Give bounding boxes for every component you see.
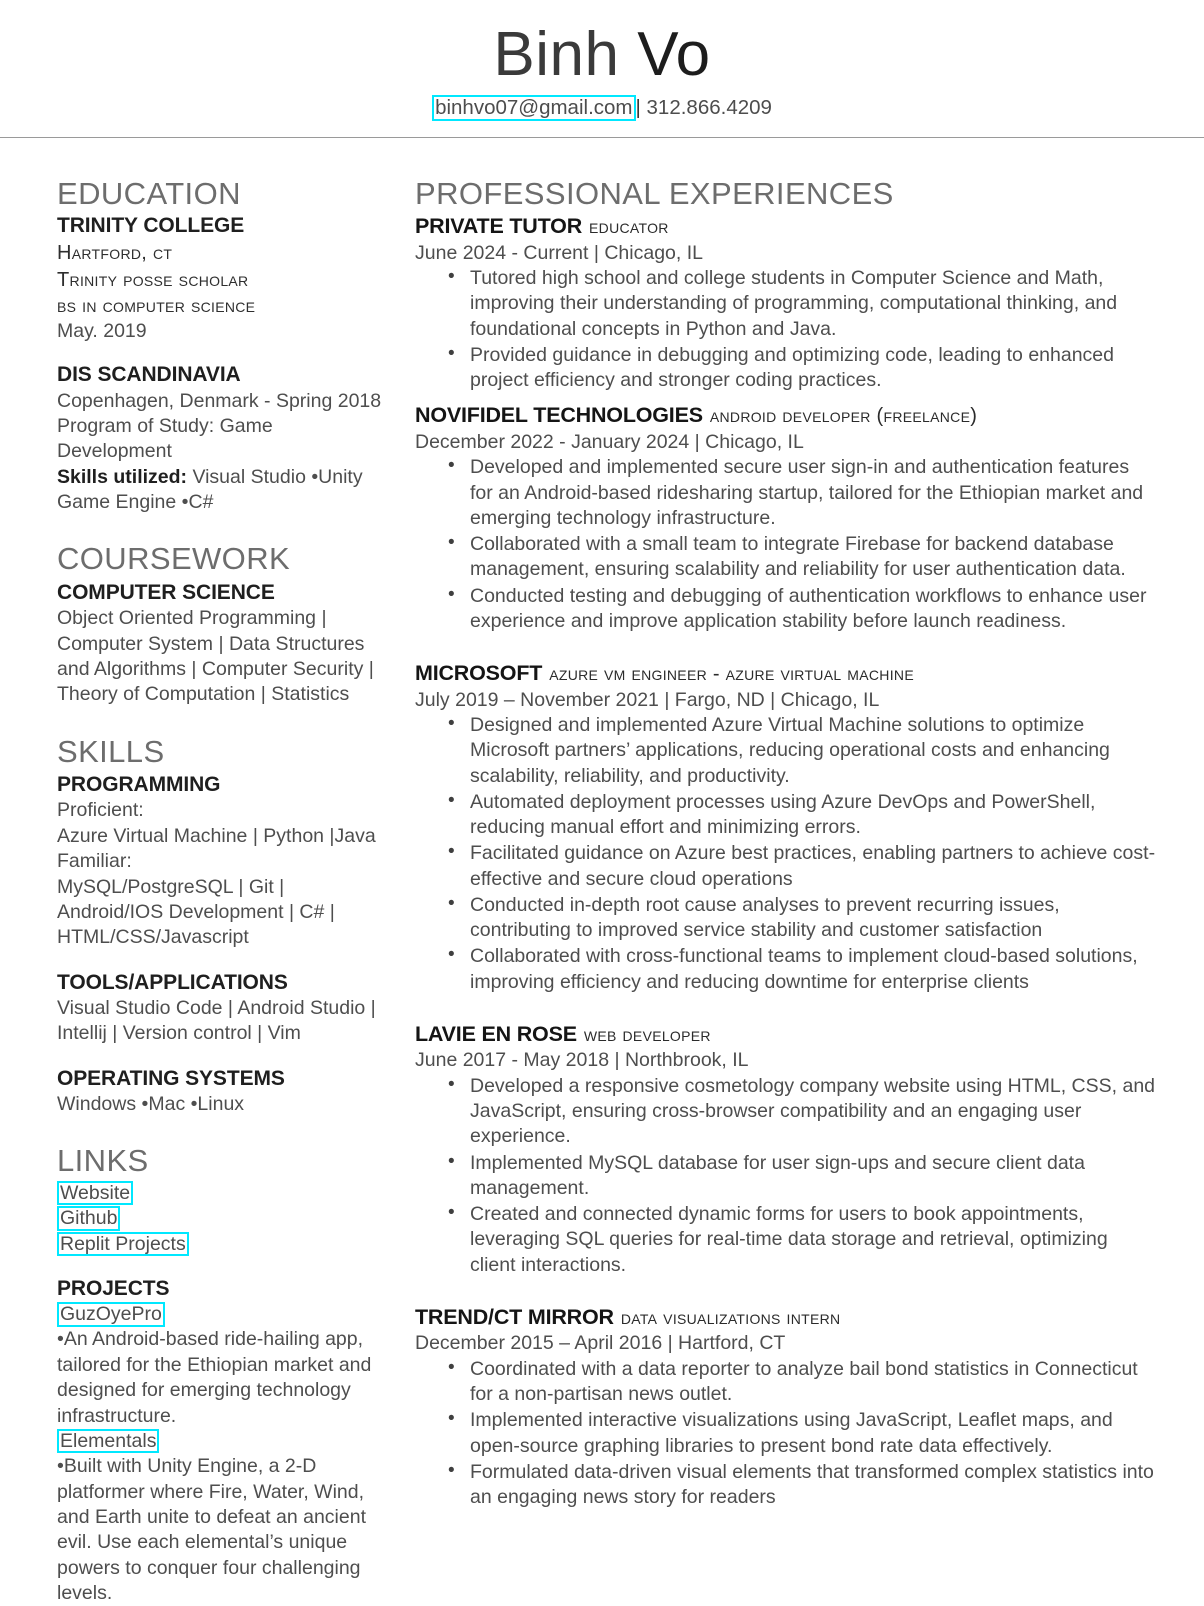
job-bullets <box>415 455 1156 634</box>
job-company: NOVIFIDEL TECHNOLOGIES <box>415 403 703 428</box>
skills-line: MySQL/PostgreSQL | Git | Android/IOS Development | C# | HTML/CSS/Javascript <box>57 875 335 949</box>
skills-line: Familiar: <box>57 850 132 873</box>
job-role: data visualizations intern <box>620 1306 841 1329</box>
last-name: Vo <box>637 20 711 89</box>
left-column <box>0 176 400 1606</box>
job-meta: December 2022 - January 2024 | Chicago, IL <box>415 430 804 453</box>
job-bullets <box>415 713 1156 995</box>
section-heading-coursework: COURSEWORK <box>57 541 291 577</box>
job-bullets <box>415 1074 1156 1278</box>
education-honor: Trinity posse scholar <box>57 268 249 291</box>
job-bullets <box>415 1357 1156 1511</box>
link-row-website <box>57 1181 390 1206</box>
spacer <box>57 1047 390 1063</box>
skills-group-tools <box>57 969 390 1047</box>
website-link[interactable]: Website <box>57 1181 133 1205</box>
resume-body <box>0 138 1204 1606</box>
job-role: android developer (freelance) <box>709 405 978 428</box>
link-row-github <box>57 1206 390 1231</box>
section-heading-projects: PROJECTS <box>57 1276 170 1300</box>
section-heading-experience: PROFESSIONAL EXPERIENCES <box>415 175 894 211</box>
job-meta: June 2017 - May 2018 | Northbrook, IL <box>415 1049 749 1072</box>
skills-line: Azure Virtual Machine | Python |Java <box>57 824 376 847</box>
project-elementals-link[interactable]: Elementals <box>57 1429 159 1453</box>
resume-header <box>0 0 1204 121</box>
project-description: •Built with Unity Engine, a 2-D platformer where Fire, Water, Wind, and Earth unite to defeat an ancient evil. Use each elemental’s unique powers to conquer four challenging levels. <box>57 1455 366 1604</box>
job-role: web developer <box>583 1023 711 1046</box>
job-meta: June 2024 - Current | Chicago, IL <box>415 241 703 264</box>
job-role: azure vm engineer - azure virtual machine <box>549 663 914 686</box>
job-bullet: • Implemented interactive visualizations using JavaScript, Leaflet maps, and open-source graphing libraries to present bond rate data effectively. <box>470 1408 1156 1459</box>
section-heading-links: LINKS <box>57 1143 149 1179</box>
coursework-subhead: COMPUTER SCIENCE <box>57 580 275 604</box>
project-name-row <box>57 1429 390 1454</box>
education-org: TRINITY COLLEGE <box>57 214 245 238</box>
experience-entry <box>415 660 1156 995</box>
education-entry-trinity <box>57 213 390 344</box>
experience-entry <box>415 402 1156 634</box>
job-company: LAVIE EN ROSE <box>415 1021 577 1046</box>
job-company: PRIVATE TUTOR <box>415 214 583 239</box>
github-link[interactable]: Github <box>57 1206 120 1230</box>
education-skills-label: Skills utilized: <box>57 465 188 488</box>
spacer <box>57 345 390 362</box>
job-bullet: • Conducted testing and debugging of authentication workflows to enhance user experience and improve application stability before launch readiness. <box>470 584 1156 635</box>
first-name: Binh <box>493 20 620 89</box>
link-row-replit <box>57 1232 390 1257</box>
section-heading-skills: SKILLS <box>57 733 165 769</box>
job-bullet: • Automated deployment processes using Azure DevOps and PowerShell, reducing manual effort and minimizing errors. <box>470 790 1156 841</box>
job-bullet: • Coordinated with a data reporter to analyze bail bond statistics in Connecticut for a non-partisan news outlet. <box>470 1357 1156 1408</box>
skills-line: Visual Studio Code | Android Studio | Intellij | Version control | Vim <box>57 996 376 1045</box>
skills-subhead: TOOLS/APPLICATIONS <box>57 970 288 994</box>
education-program: Program of Study: Game Development <box>57 414 273 463</box>
education-location-date: Copenhagen, Denmark - Spring 2018 <box>57 389 382 412</box>
job-title-row <box>415 1304 1156 1330</box>
education-skills <box>57 465 390 516</box>
job-title-row <box>415 1021 1156 1047</box>
education-org: DIS SCANDINAVIA <box>57 362 241 386</box>
job-bullet: • Designed and implemented Azure Virtual Machine solutions to optimize Microsoft partners’ applications, reducing operational costs and enhancing scalability, reliability, and productivity. <box>470 713 1156 789</box>
skills-subhead: PROGRAMMING <box>57 773 221 797</box>
education-skills-value: Visual Studio •Unity Game Engine •C# <box>57 465 363 513</box>
education-entry-dis <box>57 362 390 516</box>
education-location: Hartford, ct <box>57 242 173 265</box>
spacer <box>415 999 1156 1021</box>
job-bullet: • Developed a responsive cosmetology company website using HTML, CSS, and JavaScript, ensuring cross-browser compatibility and an engaging user experience. <box>470 1074 1156 1150</box>
phone-number: 312.866.4209 <box>646 96 772 120</box>
job-bullet: • Provided guidance in debugging and optimizing code, leading to enhanced project efficiency and stronger coding practices. <box>470 343 1156 394</box>
education-degree: bs in computer science <box>57 294 256 317</box>
spacer <box>57 515 390 541</box>
project-guzoyepro-link[interactable]: GuzOyePro <box>57 1302 165 1326</box>
job-role: educator <box>589 216 669 239</box>
job-bullet: • Formulated data-driven visual elements that transformed complex statistics into an engaging news story for readers <box>470 1460 1156 1511</box>
job-bullet: • Facilitated guidance on Azure best practices, enabling partners to achieve cost-effective and secure cloud operations <box>470 841 1156 892</box>
replit-projects-link[interactable]: Replit Projects <box>57 1232 189 1256</box>
contact-separator: | <box>635 96 641 120</box>
job-bullet: • Developed and implemented secure user sign-in and authentication features for an Android-based ridesharing startup, tailored for the Ethiopian market and emerging technology infrastructure. <box>470 455 1156 531</box>
job-bullet: • Collaborated with a small team to integrate Firebase for backend database management, ensuring scalability and reliability for user authentication data. <box>470 532 1156 583</box>
section-heading-education: EDUCATION <box>57 175 241 211</box>
project-description: •An Android-based ride-hailing app, tailored for the Ethiopian market and designed for emerging technology infrastructure. <box>57 1328 372 1427</box>
job-bullet: • Conducted in-depth root cause analyses to prevent recurring issues, contributing to improved service stability and customer satisfaction <box>470 893 1156 944</box>
spacer <box>57 951 390 967</box>
job-meta: December 2015 – April 2016 | Hartford, CT <box>415 1332 786 1355</box>
job-company: TREND/CT MIRROR <box>415 1304 614 1329</box>
right-column <box>400 176 1204 1606</box>
job-bullet: • Created and connected dynamic forms for users to book appointments, leveraging SQL queries for real-time data storage and retrieval, optimizing client interactions. <box>470 1202 1156 1278</box>
spacer <box>57 1117 390 1143</box>
contact-line <box>0 95 1204 121</box>
spacer <box>57 708 390 734</box>
job-bullet: • Tutored high school and college students in Computer Science and Math, improving their understanding of programming, computational thinking, and foundational concepts in Python and Java. <box>470 266 1156 342</box>
email-link[interactable]: binhvo07@gmail.com <box>432 95 635 121</box>
experience-entry <box>415 1021 1156 1278</box>
job-bullet: • Implemented MySQL database for user sign-ups and secure client data management. <box>470 1151 1156 1202</box>
skills-subhead: OPERATING SYSTEMS <box>57 1066 285 1090</box>
page-title <box>0 22 1204 87</box>
job-bullets <box>415 266 1156 393</box>
experience-entry <box>415 1304 1156 1510</box>
job-bullet: • Collaborated with cross-functional teams to implement cloud-based solutions, improving efficiency and reducing downtime for enterprise clients <box>470 944 1156 995</box>
spacer <box>415 1282 1156 1304</box>
skills-line: Windows •Mac •Linux <box>57 1092 245 1115</box>
skills-group-programming <box>57 771 390 950</box>
skills-group-os <box>57 1065 390 1118</box>
education-date: May. 2019 <box>57 320 147 343</box>
spacer <box>57 1257 390 1273</box>
job-company: MICROSOFT <box>415 661 543 686</box>
job-meta: July 2019 – November 2021 | Fargo, ND | Chicago, IL <box>415 688 880 711</box>
job-title-row <box>415 402 1156 428</box>
experience-entry <box>415 213 1156 393</box>
coursework-list: Object Oriented Programming | Computer System | Data Structures and Algorithms | Computer Security | Theory of Computation | Statistics <box>57 607 374 706</box>
project-name-row <box>57 1302 390 1327</box>
job-title-row <box>415 213 1156 239</box>
skills-line: Proficient: <box>57 799 144 822</box>
spacer <box>415 638 1156 660</box>
job-title-row <box>415 660 1156 686</box>
